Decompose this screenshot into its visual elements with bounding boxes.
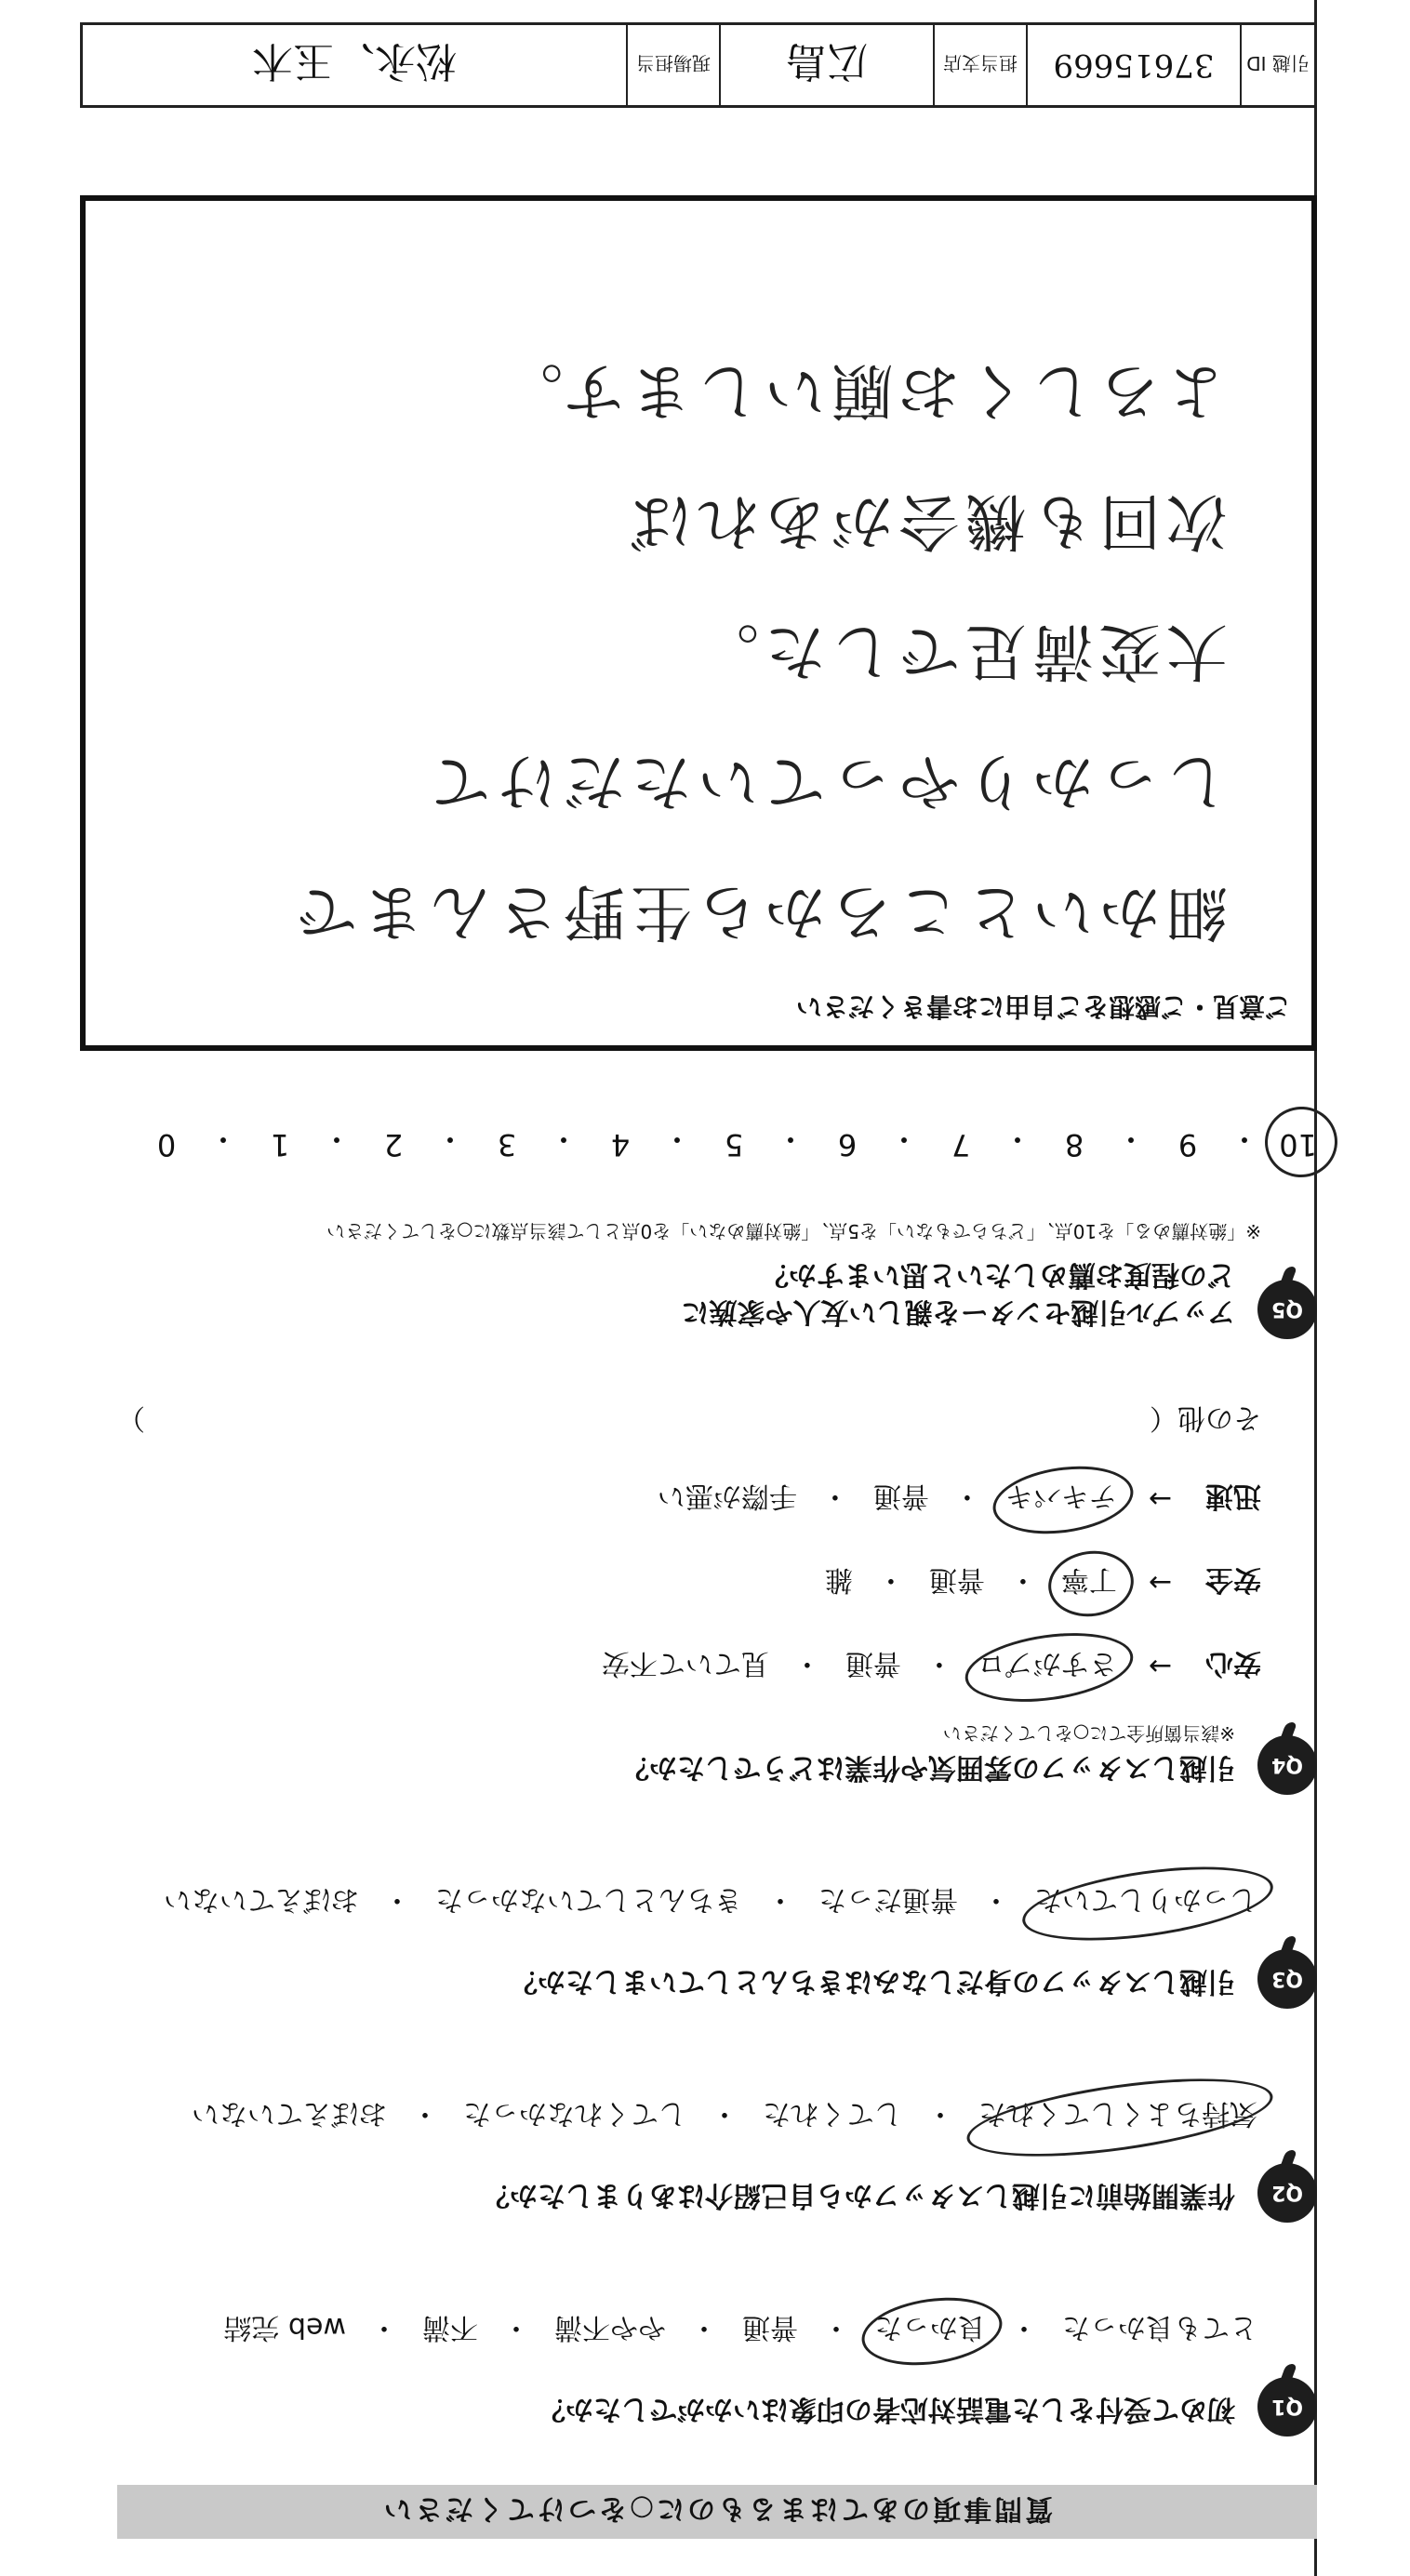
q4-row-jinsoku: 迅速 → テキパキ ・ 普通 ・ 手際が悪い <box>654 1479 1261 1520</box>
q4-other-close: ） <box>117 1401 145 1434</box>
q5-rating-scale: 10 ・ 9 ・ 8 ・ 7 ・ 6 ・ 5 ・ 4 ・ 3 ・ 2 ・ 1 ・ 0 <box>151 1120 1317 1162</box>
comment-line-5: よろしくお願いします。 <box>496 355 1228 427</box>
q4-badge: Q4 <box>1257 1735 1317 1795</box>
q1-option-1[interactable]: とても良かった <box>1062 2311 1257 2344</box>
rating-5[interactable]: 5 <box>724 1127 744 1162</box>
q4-row-label: 迅速 <box>1205 1480 1261 1512</box>
q3-option-3[interactable]: きちんとしていなかった <box>435 1883 742 1916</box>
question-1 <box>80 2311 1317 2437</box>
q4-row-anshin: 安心 → さすがプロ ・ 普通 ・ 見ていて不安 <box>598 1646 1261 1687</box>
q4-row1-option-3[interactable]: 見ていて不安 <box>601 1647 769 1680</box>
q4-row3-option-2[interactable]: 普通 <box>872 1480 929 1512</box>
q4-row-anzen: 安全 → 丁寧 ・ 普通 ・ 雑 <box>821 1562 1261 1603</box>
q1-option-4[interactable]: やや不満 <box>554 2311 666 2344</box>
q3-option-2[interactable]: 普通だった <box>818 1883 958 1916</box>
move-id-label: 引越 ID <box>1240 25 1314 105</box>
q3-option-1[interactable]: しっかりしていた <box>1031 1882 1261 1923</box>
q1-text: 初めて受付をした電話対応者の印象はいかがでしたか？ <box>538 2393 1235 2425</box>
comment-line-3: 大変満足でした。 <box>692 616 1228 687</box>
comment-heading: ご意見・ご感想をご自由にお書きください <box>795 991 1291 1022</box>
q3-option-4[interactable]: おぼえていない <box>164 1883 359 1916</box>
comment-line-2: しっかりやっていただけて <box>424 746 1228 817</box>
branch-value[interactable]: 広島 <box>719 25 933 105</box>
q4-row3-option-3[interactable]: 手際が悪い <box>657 1480 797 1512</box>
q2-option-3[interactable]: してくれなかった <box>463 2097 686 2130</box>
question-4 <box>80 1386 1317 1795</box>
rating-6[interactable]: 6 <box>837 1127 858 1162</box>
q4-row2-option-2[interactable]: 普通 <box>928 1563 985 1596</box>
question-5 <box>80 1200 1317 1339</box>
q5-text-line2: どの程度お薦めしたいと思いますか？ <box>761 1258 1235 1291</box>
rating-1[interactable]: 1 <box>270 1127 290 1162</box>
q4-text: 引越しスタッフの雰囲気や作業はどうでしたか？ <box>621 1751 1235 1784</box>
rating-0[interactable]: 0 <box>156 1127 177 1162</box>
question-2 <box>80 2097 1317 2223</box>
branch-label: 担当支店 <box>933 25 1026 105</box>
q2-options: 気持ちよくしてくれた ・ してくれた ・ してくれなかった ・ おぼえていない <box>188 2096 1261 2137</box>
rating-4[interactable]: 4 <box>610 1127 631 1162</box>
question-3 <box>80 1883 1317 2009</box>
q2-text: 作業開始前に引越しスタッフから自己紹介はありましたか？ <box>482 2179 1235 2211</box>
q3-badge: Q3 <box>1257 1949 1317 2009</box>
q1-option-5[interactable]: 不満 <box>422 2311 478 2344</box>
q4-row-label: 安心 <box>1205 1647 1261 1680</box>
q1-options: とても良かった ・ 良かった ・ 普通 ・ やや不満 ・ 不満 ・ web 完結 <box>219 2310 1261 2351</box>
q4-row2-option-3[interactable]: 雑 <box>824 1563 853 1596</box>
q4-other <box>117 1401 1261 1441</box>
q2-option-1[interactable]: 気持ちよくしてくれた <box>975 2096 1261 2137</box>
q4-row2-option-1[interactable]: 丁寧 <box>1058 1562 1121 1603</box>
q4-note: ※該当箇所全てに○をしてください <box>942 1722 1235 1745</box>
q4-row1-option-1[interactable]: さすがプロ <box>974 1646 1121 1687</box>
q4-other-label: その他（ <box>1150 1401 1261 1434</box>
rating-2[interactable]: 2 <box>383 1127 404 1162</box>
move-id-value[interactable]: 37615669 <box>1026 25 1240 105</box>
rating-9[interactable]: 9 <box>1177 1127 1198 1162</box>
rating-3[interactable]: 3 <box>497 1127 517 1162</box>
comment-line-4: 次回も機会があれば <box>625 485 1228 557</box>
q5-badge: Q5 <box>1257 1280 1317 1339</box>
q4-row-label: 安全 <box>1205 1563 1261 1596</box>
q1-badge: Q1 <box>1257 2377 1317 2437</box>
q5-text-line1: アップル引越センターを親しい友人や家族に <box>681 1295 1235 1328</box>
q2-option-2[interactable]: してくれた <box>763 2097 902 2130</box>
rating-8[interactable]: 8 <box>1064 1127 1084 1162</box>
q1-option-3[interactable]: 普通 <box>742 2311 798 2344</box>
comment-box[interactable] <box>80 195 1317 1051</box>
q3-text: 引越しスタッフの身だしなみはきちんとしていましたか？ <box>510 1965 1235 1998</box>
q4-row3-option-1[interactable]: テキパキ <box>1002 1479 1121 1520</box>
q4-row1-option-2[interactable]: 普通 <box>845 1647 901 1680</box>
rating-10[interactable]: 10 <box>1285 1120 1317 1162</box>
staff-label: 現場担当 <box>626 25 719 105</box>
rating-7[interactable]: 7 <box>951 1127 971 1162</box>
instruction-banner: 質問事項のあてはまるものに○をつけてください <box>117 2485 1317 2539</box>
q2-option-4[interactable]: おぼえていない <box>192 2097 387 2130</box>
staff-value[interactable]: 松永、玉木 <box>252 37 457 85</box>
header-info-table <box>80 22 1317 108</box>
q2-badge: Q2 <box>1257 2163 1317 2223</box>
q3-options: しっかりしていた ・ 普通だった ・ きちんとしていなかった ・ おぼえていない <box>160 1882 1261 1923</box>
q1-option-2[interactable]: 良かった <box>871 2310 990 2351</box>
q1-option-6[interactable]: web 完結 <box>223 2311 346 2344</box>
q5-note: ※「絶対薦める」を10点、「どちらでもない」を5点、「絶対薦めない」を0点として該当点数に○をしてください <box>326 1220 1261 1242</box>
comment-line-1: 細かいところから生野さんまで <box>290 876 1228 948</box>
